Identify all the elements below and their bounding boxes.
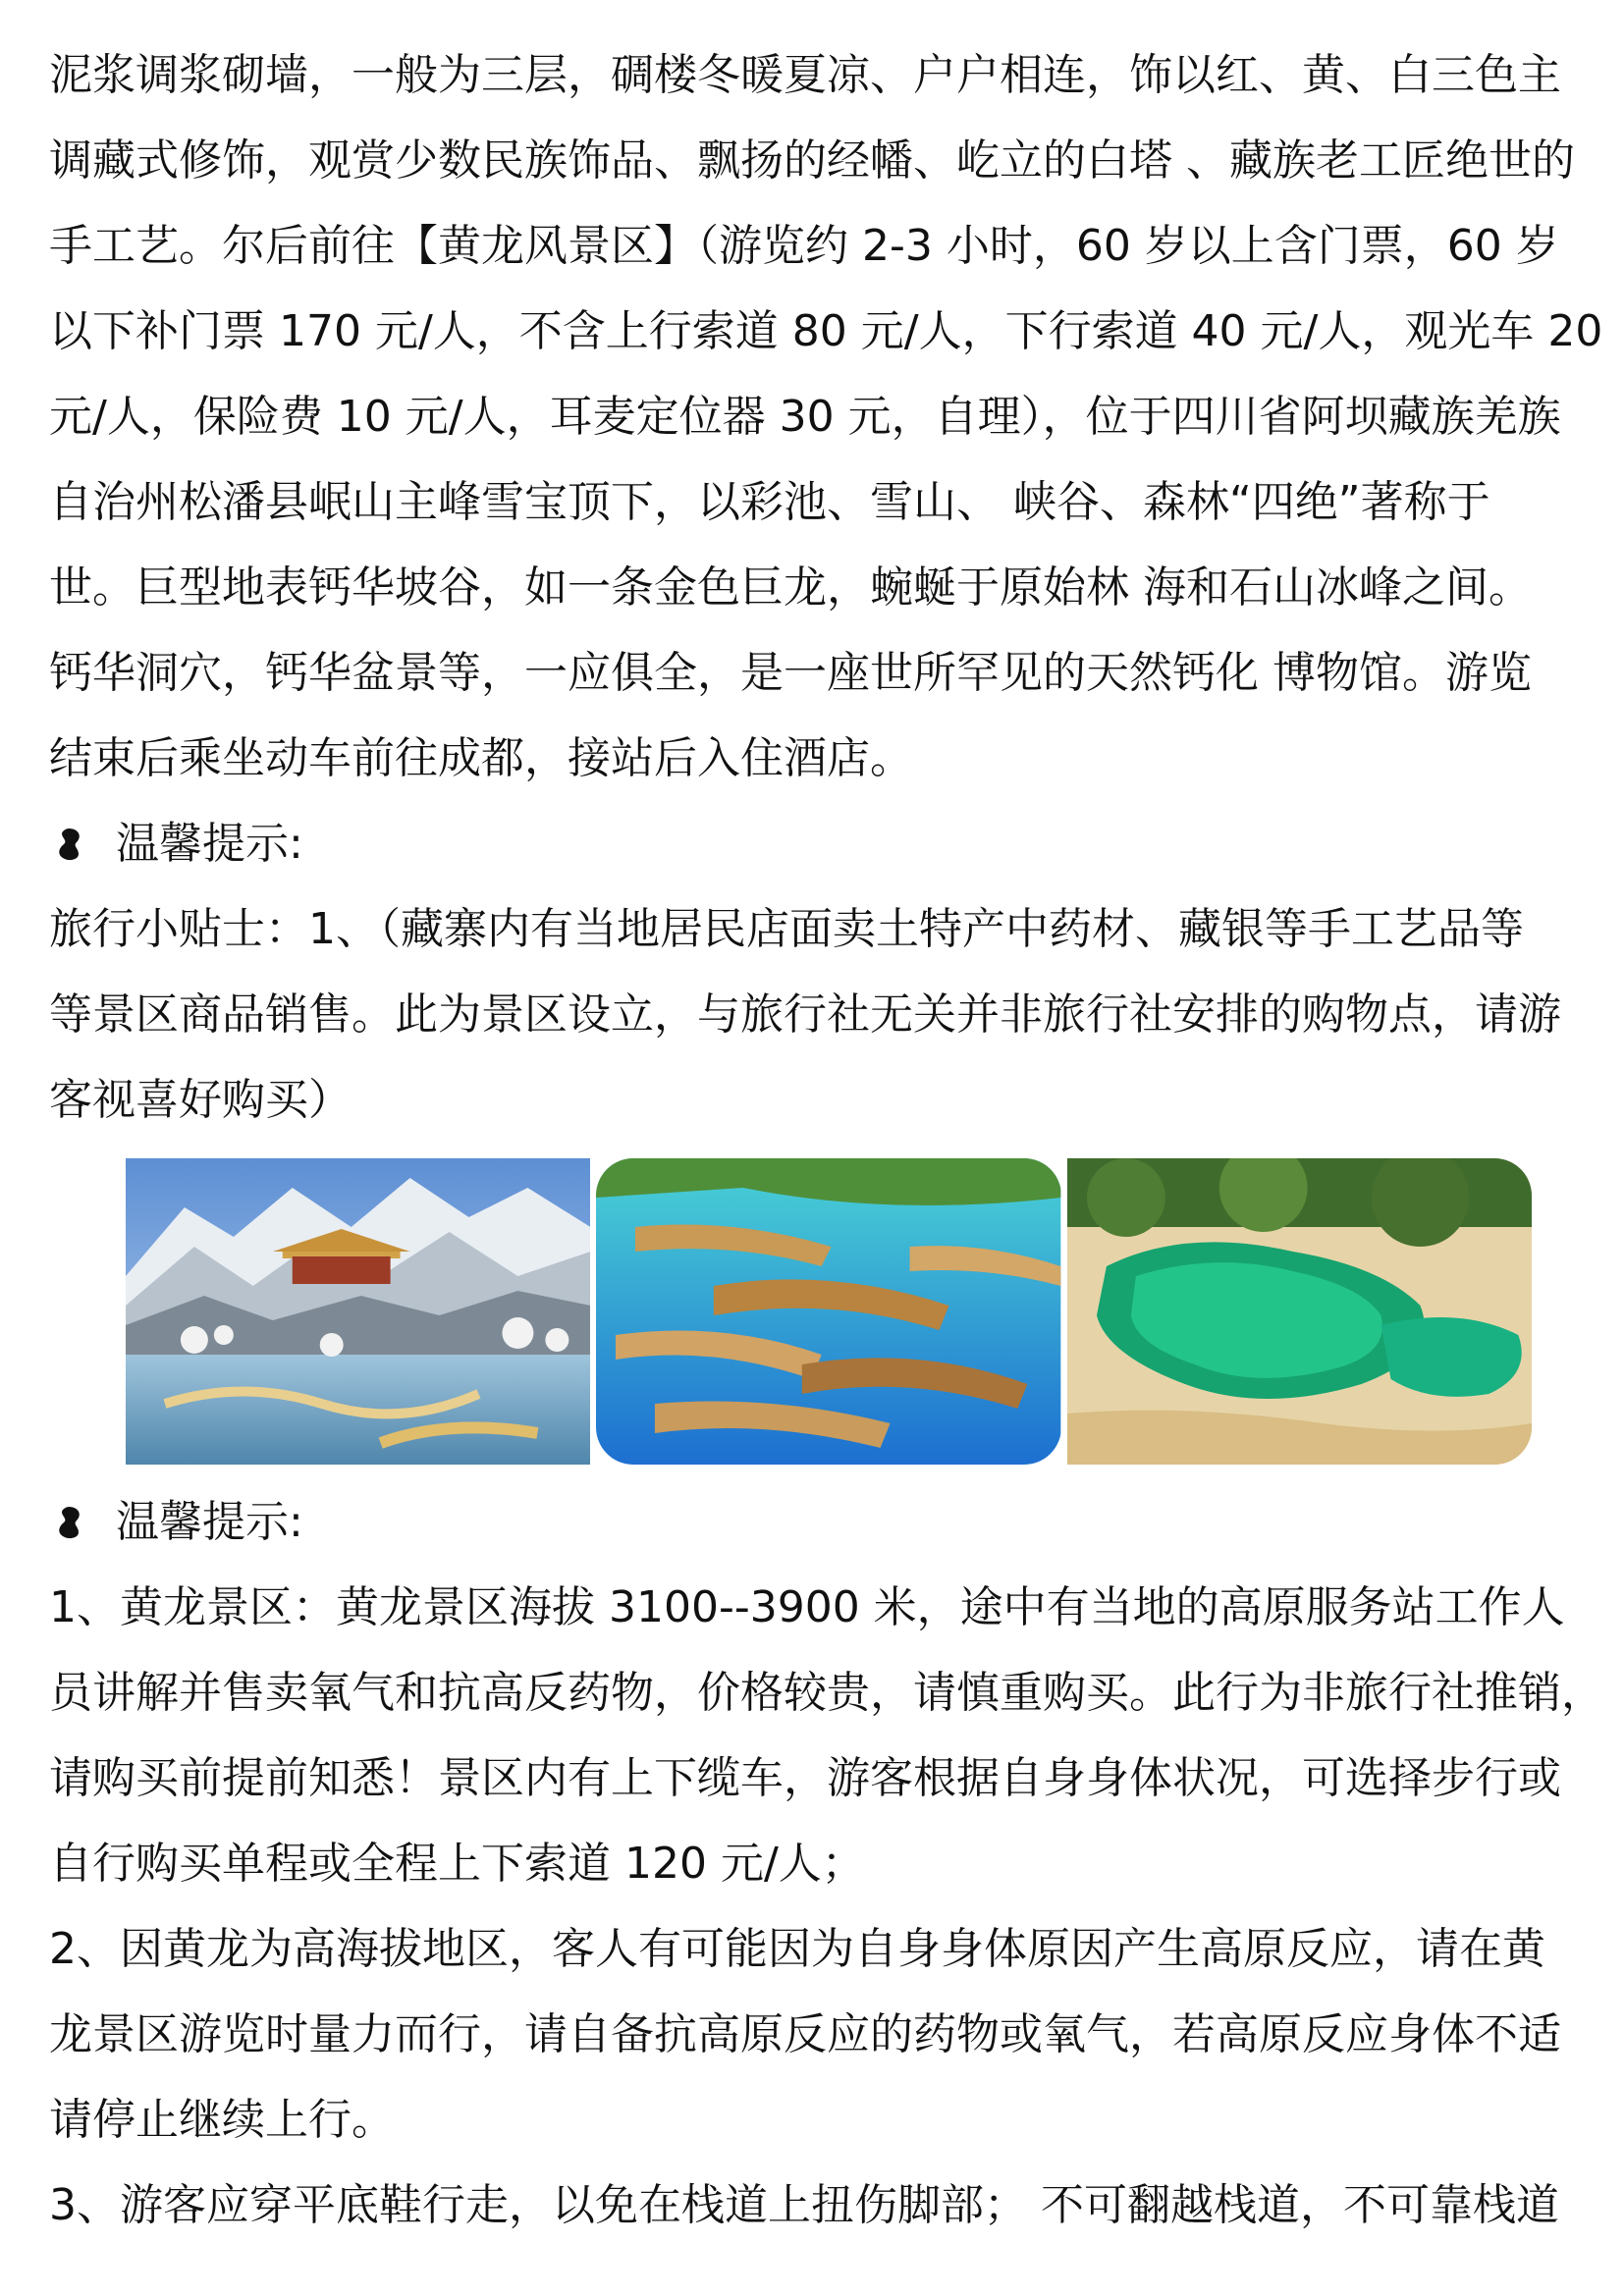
tip-heading: [49, 801, 1591, 886]
tip-line: 请停止继续上行。: [49, 2095, 395, 2145]
tip-line: 等景区商品销售。此为景区设立，与旅行社无关并非旅行社安排的购物点，请游: [49, 989, 1561, 1040]
tip-line: 2、因黄龙为高海拔地区，客人有可能因为自身身体原因产生高原反应，请在黄: [49, 1924, 1545, 1974]
tip-heading-label: 温馨提示:: [116, 1497, 303, 1547]
tip-line: 旅行小贴士：1、（藏寨内有当地居民店面卖土特产中药材、藏银等手工艺品等: [49, 904, 1524, 954]
tip-line: 龙景区游览时量力而行，请自备抗高原反应的药物或氧气，若高原反应身体不适: [49, 2009, 1561, 2059]
paragraph-line: 手工艺。尔后前往【黄龙风景区】（游览约 2-3 小时，60 岁以上含门票，60 岁: [49, 221, 1559, 271]
tip-line: 3、游客应穿平底鞋行走，以免在栈道上扭伤脚部； 不可翻越栈道，不可靠栈道: [49, 2180, 1559, 2230]
tip-line: 请购买前提前知悉！景区内有上下缆车，游客根据自身身体状况，可选择步行或: [49, 1753, 1561, 1803]
tip-section-1: [49, 801, 1591, 1143]
photo-turquoise-terraces: [596, 1158, 1060, 1465]
photo-snow-mountain-temple: [126, 1158, 590, 1465]
intro-paragraph: [49, 32, 1603, 801]
photo-strip: [126, 1158, 1532, 1465]
tip-line: 1、黄龙景区：黄龙景区海拔 3100--3900 米，途中有当地的高原服务站工作人: [49, 1582, 1565, 1632]
tip-line: 自行购买单程或全程上下索道 120 元/人；: [49, 1839, 865, 1889]
paragraph-line: 世。巨型地表钙华坡谷，如一条金色巨龙，蜿蜒于原始林 海和石山冰峰之间。: [49, 562, 1532, 613]
paragraph-line: 钙华洞穴，钙华盆景等，一应俱全，是一座世所罕见的天然钙化 博物馆。游览: [49, 648, 1532, 698]
paragraph-line: 以下补门票 170 元/人，不含上行索道 80 元/人，下行索道 40 元/人，观光车 20: [49, 306, 1603, 356]
paragraph-line: 结束后乘坐动车前往成都，接站后入住酒店。: [49, 733, 913, 783]
tip-section-2: [49, 1479, 1604, 2248]
bullet-icon: [55, 1505, 102, 1540]
photo-green-pools: [1067, 1158, 1532, 1465]
paragraph-line: 元/人，保险费 10 元/人，耳麦定位器 30 元，自理），位于四川省阿坝藏族羌族: [49, 392, 1561, 442]
paragraph-line: 泥浆调浆砌墙，一般为三层，碉楼冬暖夏凉、户户相连，饰以红、黄、白三色主: [49, 50, 1561, 100]
tip-line: 员讲解并售卖氧气和抗高反药物，价格较贵，请慎重购买。此行为非旅行社推销，: [49, 1668, 1604, 1718]
tip-line: 客视喜好购买）: [49, 1075, 352, 1125]
bullet-icon: [55, 827, 102, 862]
paragraph-line: 调藏式修饰，观赏少数民族饰品、飘扬的经幡、屹立的白塔 、藏族老工匠绝世的: [49, 135, 1575, 186]
tip-heading-label: 温馨提示:: [116, 819, 303, 869]
paragraph-line: 自治州松潘县岷山主峰雪宝顶下，以彩池、雪山、 峡谷、森林“四绝”著称于: [49, 477, 1490, 527]
tip-heading: [49, 1479, 1591, 1565]
